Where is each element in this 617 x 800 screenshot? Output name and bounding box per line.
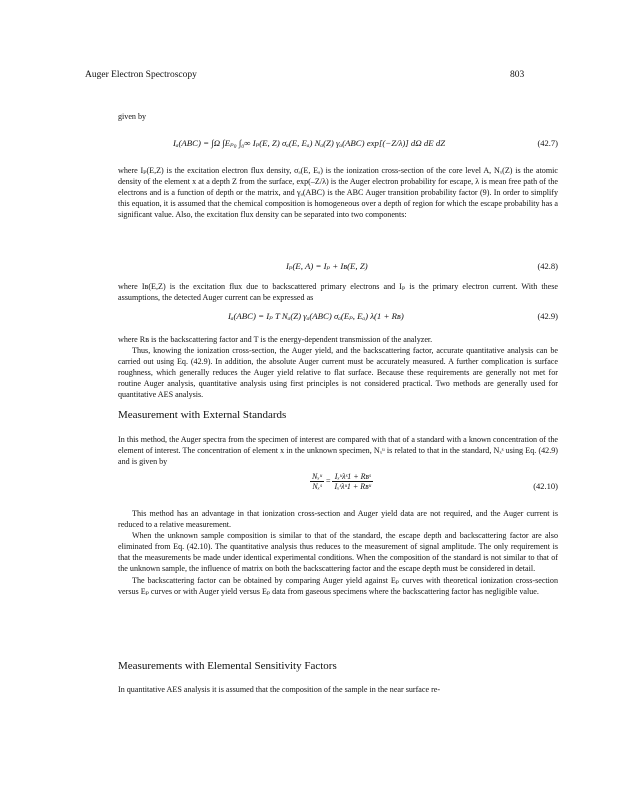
running-header-title: Auger Electron Spectroscopy [85, 70, 197, 80]
paragraph: Thus, knowing the ionization cross-section, the Auger yield, and the backscattering factor, accurate quantitative analysis can be carried out using Eq. (42.9). In addition, the absolute Auger current must be accurately measured. A further complication is surface roughness, which generally reduces the Auger yield relative to flat surface. Because these requirements are generally not met for routine Auger analysis, quantitative analysis using first principles is not considered practical. Two methods are generally used for quantitative AES analysis. [118, 346, 558, 400]
para-analysis [118, 334, 558, 401]
equation-42-7 [118, 134, 558, 156]
fraction-denominator: Nₓˢ [312, 482, 322, 491]
paragraph: In this method, the Auger spectra from the specimen of interest are compared with that of a standard with a known concentration of the element of interest. The concentration of element x in the unknown specimen, Nₓᵘ is related to that in the standard, Nₓˢ using Eq. (42.9) and is given by [118, 435, 558, 467]
equation-42-8 [118, 257, 558, 279]
equation-expression: Iₚ(E, A) = Iₚ + Iʙ(E, Z) [286, 261, 368, 271]
equation-expression: Iₐ(ABC) = Iₚ T Nₐ(Z) γₐ(ABC) σₐ(Eₚ, Eₐ) λ(1 + Rʙ) [228, 311, 404, 321]
paragraph: where Iₚ(E,Z) is the excitation electron flux density, σₐ(E, Eₐ) is the ionization cross-section of the core level A, Nₓ(Z) is the atomic density of the element x at a depth Z from the surface, exp(–Z/λ) is the Auger electron probability for escape, λ is mean free path of the electrons and is a function of depth or the matrix, and γₐ(ABC) is the ABC Auger transition probability factor (9). In order to simplify this equation, it is assumed that the chemical composition is homogeneous over a depth of region for which the escape probability has a significant value. Also, the excitation flux density can be separated into two components: [118, 166, 558, 220]
equation-number: (42.8) [537, 261, 558, 271]
fraction-lhs [310, 472, 324, 491]
equation-number: (42.7) [537, 138, 558, 148]
para-sensitivity-factors [118, 684, 558, 695]
fraction-numerator: Iₓᵘλˢ1 + Rʙˢ [332, 472, 373, 482]
equation-42-9 [118, 307, 558, 329]
given-by-text: given by [118, 112, 147, 121]
equation-number: (42.10) [533, 481, 558, 491]
page-number: 803 [510, 70, 525, 80]
paragraph: When the unknown sample composition is similar to that of the standard, the escape depth and backscattering factor are also eliminated from Eq. (42.10). The quantitative analysis thus reduces to the measurement of signal amplitude. The only requirement is that the measurements be made under identical experimental conditions. When the composition of the standard is not similar to that of the unknown sample, the influence of matrix on both the backscattering factor and the escape depth must be considered in detail. [118, 531, 558, 574]
para-external-standards [118, 434, 558, 467]
paragraph: The backscattering factor can be obtained by comparing Auger yield against Eₚ curves with theoretical ionization cross-section versus Eₚ curves or with Auger yield versus Eₚ data from gaseous specimens where the backscattering factor has negligible value. [118, 575, 558, 596]
intro-block [118, 111, 558, 122]
para-backscatter [118, 281, 558, 303]
section-heading: Measurement with External Standards [118, 409, 287, 421]
para-definitions [118, 165, 558, 220]
paragraph: In quantitative AES analysis it is assumed that the composition of the sample in the near surface re- [118, 685, 441, 694]
fraction-numerator: Nₓᵘ [312, 472, 322, 481]
equation-number: (42.9) [537, 311, 558, 321]
paragraph: where Rʙ is the backscattering factor and T is the energy-dependent transmission of the analyzer. [118, 335, 433, 344]
paragraph: where Iʙ(E,Z) is the excitation flux due to backscattered primary electrons and Iₚ is the primary electron current. With these assumptions, the detected Auger current can be expressed as [118, 282, 558, 303]
para-method-advantages [118, 508, 558, 597]
fraction-rhs [332, 472, 373, 491]
equation-42-10: $\frac{\text{Nₓᵘ}}{\text{Nₓˢ}}$ = $\frac{\text{Iₓᵘλˢ1 + Rʙˢ}}{\text{Iₓˢλᵘ1 + Rʙᵘ}}$ (42.10) [312, 472, 558, 491]
section-heading: Measurements with Elemental Sensitivity Factors [118, 660, 337, 672]
fraction-denominator: Iₓˢλᵘ1 + Rʙᵘ [334, 482, 371, 491]
paragraph: This method has an advantage in that ionization cross-section and Auger yield data are not required, and the Auger current is reduced to a relative measurement. [118, 509, 558, 530]
equation-expression: Iₐ(ABC) = ∫Ω ∫Eₚ₀ ∫₀∞ Iₚ(E, Z) σₐ(E, Eₐ) Nₐ(Z) γₐ(ABC) exp[(−Z/λ)] dΩ dE dZ [173, 138, 446, 148]
